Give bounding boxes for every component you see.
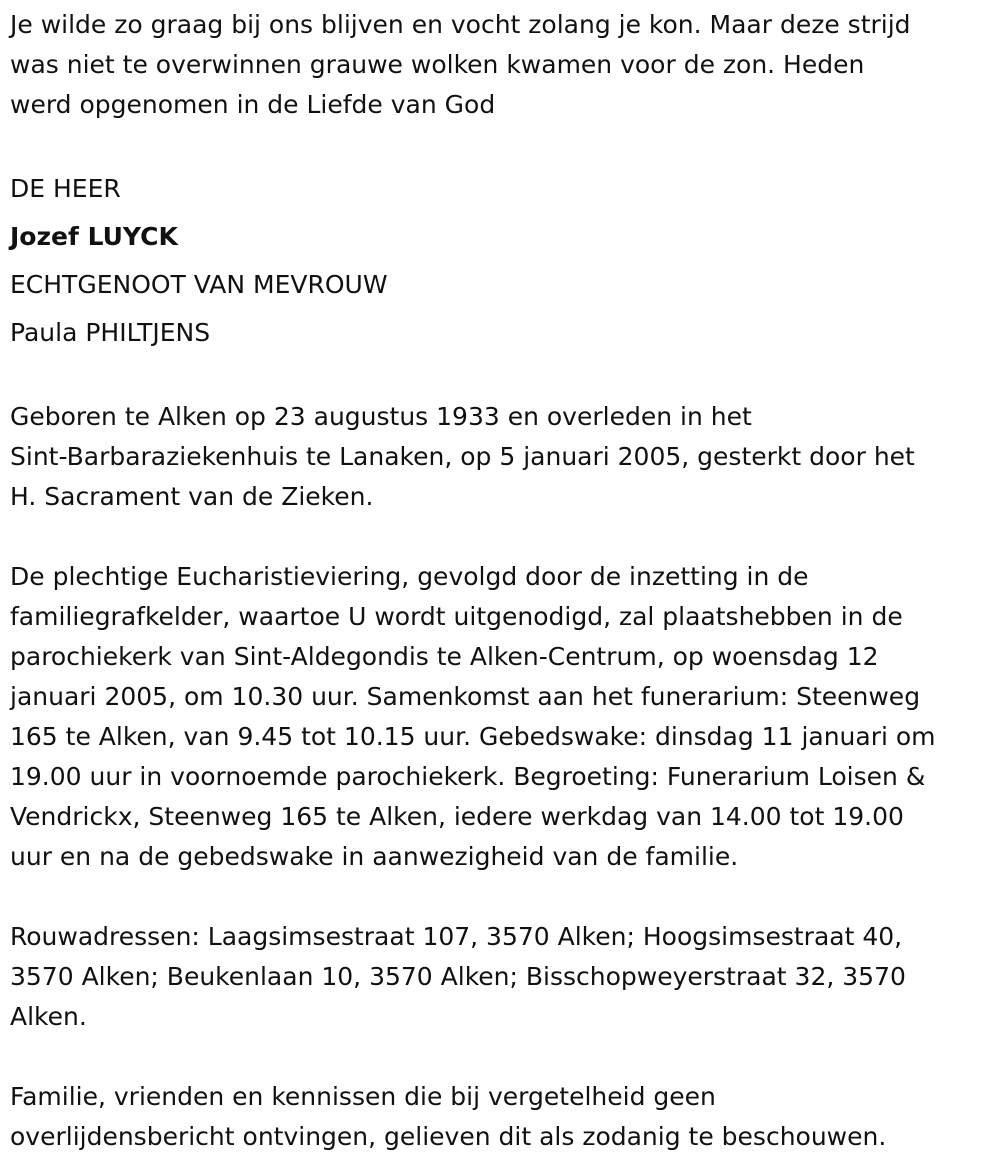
ceremony-paragraph: De plechtige Eucharistieviering, gevolgd door de inzetting in de familiegrafkelder, waartoe U wordt uitgenodigd, zal plaatshebben in de parochiekerk van Sint-Aldegondis te Alken-Centrum, op woensdag 12 januari 2005, om 10.30 uur. Samenkomst aan het funerarium: Steenweg 165 te Alken, van 9.45 tot 10.15 uur. Gebedswake: dinsdag 11 januari om 19.00 uur in voornoemde parochiekerk. Begroeting: Funerarium Loisen & Vendrickx, Steenweg 165 te Alken, iedere werkdag van 14.00 tot 19.00 uur en na de gebedswake in aanwezigheid van de familie. xyxy=(10,562,936,871)
spacer xyxy=(10,877,995,917)
closing-paragraph: Familie, vrienden en kennissen die bij vergetelheid geen overlijdensbericht ontvingen, gelieven dit als zodanig te beschouwen. xyxy=(10,1082,887,1151)
spouse-prefix: ECHTGENOOT VAN MEVROUW xyxy=(10,270,388,299)
spacer xyxy=(10,357,995,397)
spacer xyxy=(10,1037,995,1077)
spacer xyxy=(10,517,995,557)
title-prefix: DE HEER xyxy=(10,174,121,203)
spouse-name: Paula PHILTJENS xyxy=(10,318,211,347)
intro-paragraph: Je wilde zo graag bij ons blijven en vocht zolang je kon. Maar deze strijd was niet te overwinnen grauwe wolken kwamen voor de zon. Heden werd opgenomen in de Liefde van God xyxy=(10,10,911,119)
birth-death-paragraph: Geboren te Alken op 23 augustus 1933 en overleden in het Sint-Barbaraziekenhuis te Lanaken, op 5 januari 2005, gesterkt door het H. Sacrament van de Zieken. xyxy=(10,402,915,511)
spacer xyxy=(10,125,995,165)
addresses-paragraph: Rouwadressen: Laagsimsestraat 107, 3570 Alken; Hoogsimsestraat 40, 3570 Alken; Beukenlaan 10, 3570 Alken; Bisschopweyerstraat 32, 3570 Alken. xyxy=(10,922,906,1031)
deceased-name: Jozef LUYCK xyxy=(10,222,178,251)
obituary-notice xyxy=(10,5,995,1157)
